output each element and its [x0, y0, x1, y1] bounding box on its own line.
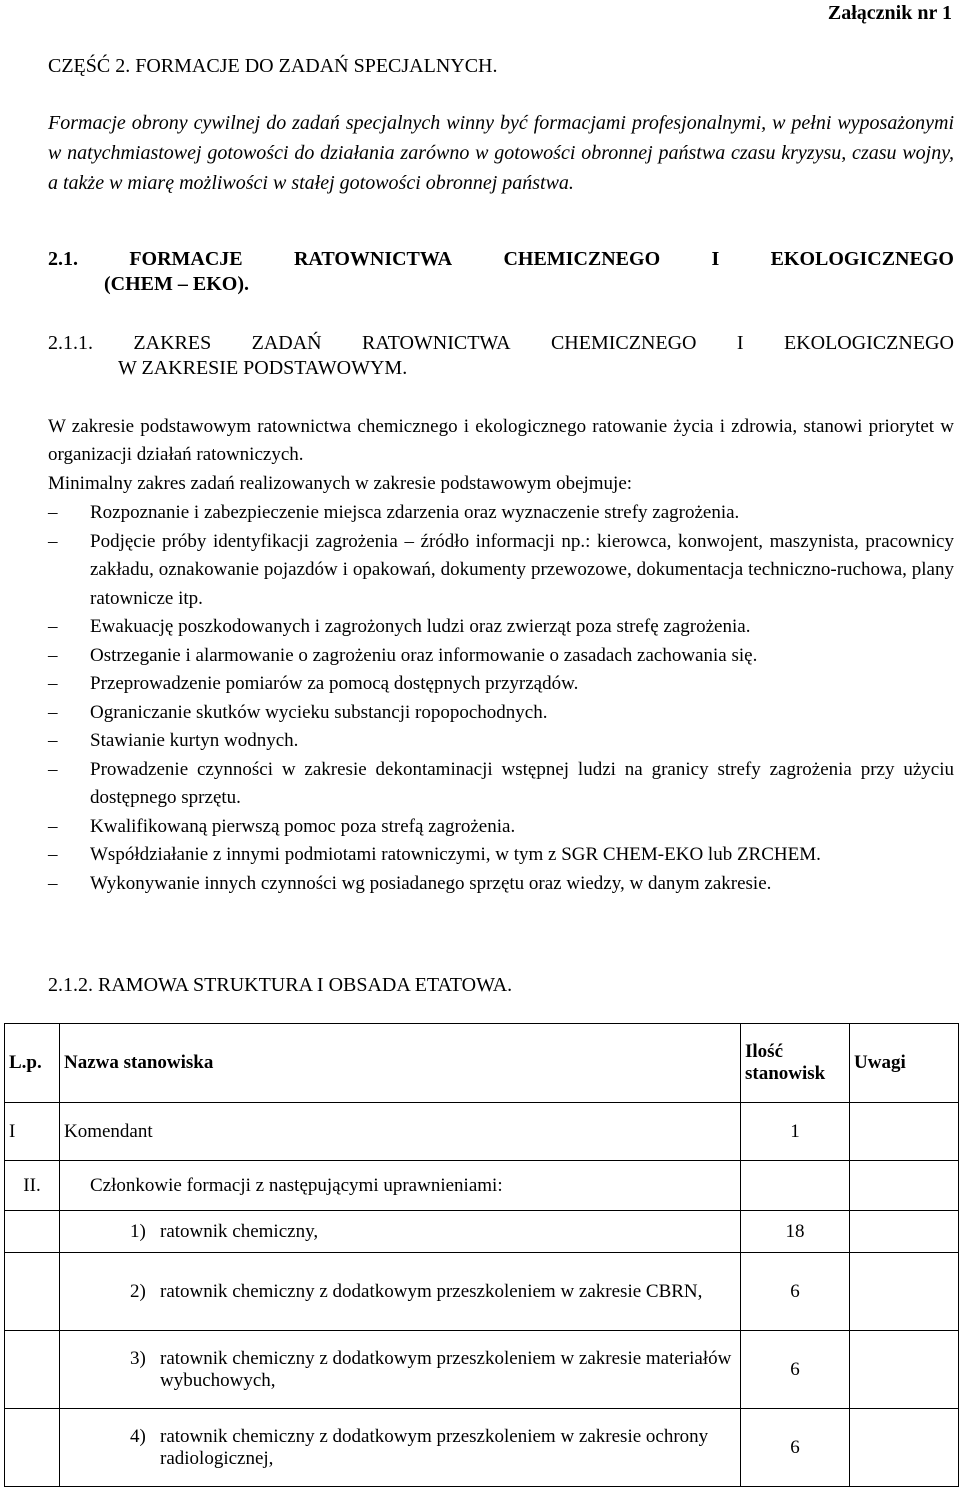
list-item: [48, 870, 954, 899]
cell-name: Komendant: [60, 1103, 741, 1161]
cell-lp: [5, 1211, 60, 1253]
list-item: [48, 813, 954, 842]
list-item-text: Kwalifikowaną pierwszą pomoc poza strefą zagrożenia.: [90, 815, 516, 837]
cell-notes: [850, 1409, 959, 1487]
cell-lp: II.: [5, 1161, 60, 1211]
cell-name: [60, 1331, 741, 1409]
list-item: [48, 699, 954, 728]
dash-bullet: –: [48, 673, 58, 694]
cell-name: Członkowie formacji z następującymi uprawnieniami:: [60, 1161, 741, 1211]
list-item: [48, 613, 954, 642]
min-scope-paragraph: Minimalny zakres zadań realizowanych w zakresie podstawowym obejmuje:: [48, 473, 633, 494]
dash-bullet: –: [48, 502, 58, 523]
cell-notes: [850, 1161, 959, 1211]
dash-bullet: –: [48, 815, 58, 837]
heading-word: ZADAŃ: [251, 332, 322, 354]
list-item-text: Ewakuację poszkodowanych i zagrożonych ludzi oraz zwierząt poza strefę zagrożenia.: [90, 616, 751, 637]
heading-word: I: [711, 248, 720, 270]
dash-bullet: –: [48, 644, 58, 666]
dash-bullet: –: [48, 844, 58, 865]
cell-lp: I: [5, 1103, 60, 1161]
section-number: 2.1.1.: [48, 332, 93, 354]
table-row: [5, 1161, 959, 1211]
header-notes: Uwagi: [850, 1024, 959, 1103]
heading-word: RATOWNICTWA: [362, 332, 511, 354]
dash-bullet: –: [48, 616, 58, 637]
heading-word: CHEMICZNEGO: [503, 248, 661, 270]
attachment-label: Załącznik nr 1: [827, 2, 952, 24]
list-item-text: Wykonywanie innych czynności wg posiadanego sprzętu oraz wiedzy, w danym zakresie.: [90, 872, 772, 894]
list-item-text: Ostrzeganie i alarmowanie o zagrożeniu oraz informowanie o zasadach zachowania się.: [90, 644, 758, 666]
section-number: 2.1.: [48, 248, 78, 270]
dash-bullet: –: [48, 730, 58, 751]
dash-bullet: –: [48, 758, 58, 780]
cell-name: [60, 1409, 741, 1487]
header-name: Nazwa stanowiska: [60, 1024, 741, 1103]
list-item-text: Stawianie kurtyn wodnych.: [90, 730, 299, 751]
heading-word: I: [736, 332, 744, 354]
cell-count: 18: [741, 1211, 850, 1253]
intro-paragraph: Formacje obrony cywilnej do zadań specjalnych winny być formacjami profesjonalnymi, w pełni wyposażonymi w natychmiastowej gotowości do działania zarówno w gotowości obronnej państwa czasu kryzysu, czasu wojny, a także w miarę możliwości w stałej gotowości obronnej państwa.: [48, 112, 954, 194]
cell-lp: [5, 1253, 60, 1331]
cell-count: 6: [741, 1331, 850, 1409]
sub-name: ratownik chemiczny z dodatkowym przeszkoleniem w zakresie CBRN,: [160, 1280, 703, 1302]
cell-name: [60, 1211, 741, 1253]
table-header-row: [5, 1024, 959, 1103]
list-item-text: Ograniczanie skutków wycieku substancji ropopochodnych.: [90, 701, 548, 723]
cell-count: 6: [741, 1253, 850, 1331]
section-2-1-subtitle: (CHEM – EKO).: [104, 273, 249, 295]
heading-word: EKOLOGICZNEGO: [783, 332, 954, 354]
sub-index: 4): [130, 1425, 146, 1447]
list-item: [48, 642, 954, 671]
table-row: [5, 1253, 959, 1331]
heading-word: RATOWNICTWA: [293, 248, 453, 270]
table-row: [5, 1409, 959, 1487]
section-2-1-2-heading: 2.1.2. RAMOWA STRUKTURA I OBSADA ETATOWA.: [48, 974, 513, 996]
list-item: [48, 756, 954, 813]
dash-bullet: –: [48, 701, 58, 723]
cell-count: 6: [741, 1409, 850, 1487]
section-2-1-1-subtitle: W ZAKRESIE PODSTAWOWYM.: [118, 357, 408, 379]
table-row: [5, 1103, 959, 1161]
list-item: [48, 727, 954, 756]
sub-index: 3): [130, 1347, 146, 1369]
heading-word: ZAKRES: [133, 332, 212, 354]
list-item: [48, 499, 954, 528]
cell-notes: [850, 1331, 959, 1409]
cell-count: [741, 1161, 850, 1211]
sub-index: 2): [130, 1280, 146, 1302]
header-lp: L.p.: [5, 1024, 60, 1103]
sub-name: ratownik chemiczny,: [160, 1220, 319, 1242]
list-item: [48, 670, 954, 699]
list-item: [48, 841, 954, 870]
task-list: [48, 499, 954, 898]
list-item-text: Współdziałanie z innymi podmiotami ratowniczymi, w tym z SGR CHEM-EKO lub ZRCHEM.: [90, 844, 821, 865]
cell-name: [60, 1253, 741, 1331]
heading-word: CHEMICZNEGO: [550, 332, 697, 354]
part-title: CZĘŚĆ 2. FORMACJE DO ZADAŃ SPECJALNYCH.: [48, 55, 498, 77]
heading-word: EKOLOGICZNEGO: [770, 248, 954, 270]
cell-lp: [5, 1331, 60, 1409]
sub-index: 1): [130, 1220, 146, 1242]
cell-notes: [850, 1103, 959, 1161]
dash-bullet: –: [48, 872, 58, 894]
section-2-1-1-heading: [48, 332, 954, 380]
list-item-text: Prowadzenie czynności w zakresie dekontaminacji wstępnej ludzi na granicy strefy zagrożenia przy użyciu dostępnego sprzętu.: [90, 758, 954, 808]
sub-name: ratownik chemiczny z dodatkowym przeszkoleniem w zakresie materiałów wybuchowych,: [160, 1347, 732, 1391]
staff-table: [4, 1023, 959, 1487]
list-item-text: Rozpoznanie i zabezpieczenie miejsca zdarzenia oraz wyznaczenie strefy zagrożenia.: [90, 502, 740, 523]
cell-notes: [850, 1253, 959, 1331]
list-item-text: Przeprowadzenie pomiarów za pomocą dostępnych przyrządów.: [90, 673, 579, 694]
section-2-1-heading: [48, 248, 954, 296]
table-row: [5, 1211, 959, 1253]
table-row: [5, 1331, 959, 1409]
heading-word: FORMACJE: [129, 248, 243, 270]
dash-bullet: –: [48, 530, 58, 552]
cell-notes: [850, 1211, 959, 1253]
cell-count: 1: [741, 1103, 850, 1161]
cell-lp: [5, 1409, 60, 1487]
header-count: Ilość stanowisk: [741, 1024, 850, 1103]
priority-paragraph: W zakresie podstawowym ratownictwa chemicznego i ekologicznego ratowanie życia i zdrowia, stanowi priorytet w organizacji działań ratowniczych.: [48, 416, 954, 465]
sub-name: ratownik chemiczny z dodatkowym przeszkoleniem w zakresie ochrony radiologicznej,: [160, 1425, 709, 1469]
list-item-text: Podjęcie próby identyfikacji zagrożenia – źródło informacji np.: kierowca, konwojent, maszynista, pracownicy zakładu, oznakowanie pojazdów i opakowań, dokumenty przewozowe, dokumentacja techniczno-ruchowa, plany ratownicze itp.: [90, 530, 954, 609]
list-item: [48, 528, 954, 614]
